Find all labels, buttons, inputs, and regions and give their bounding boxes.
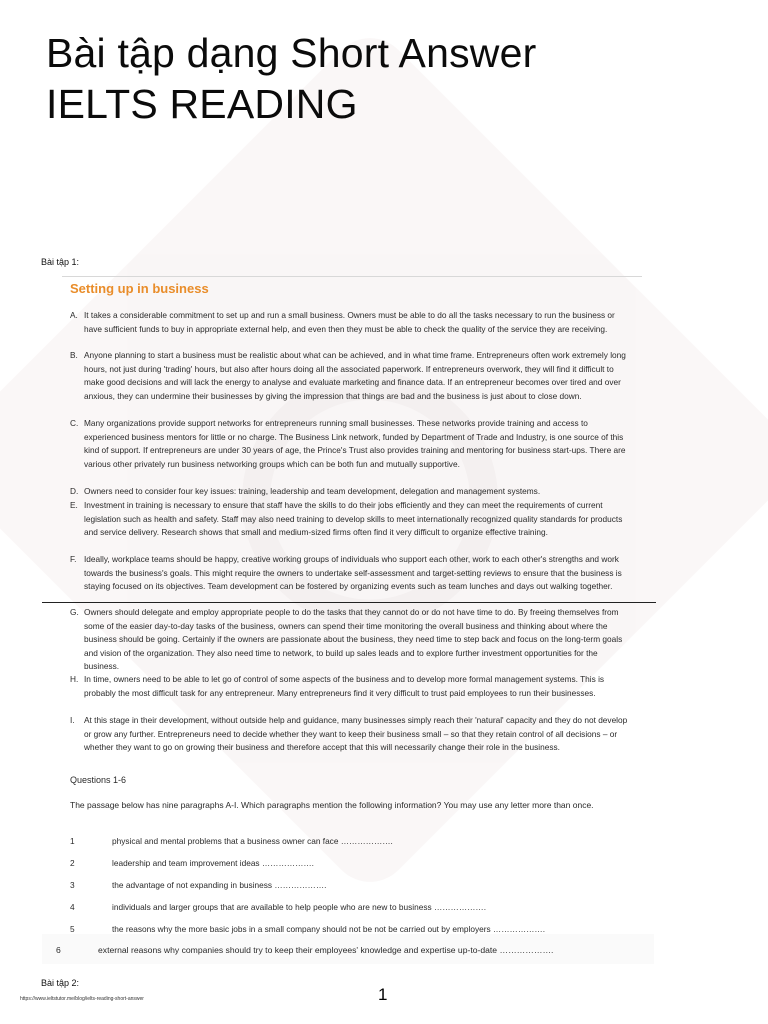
question-number: 4 (70, 902, 75, 912)
paragraph-text: Owners need to consider four key issues: training, leadership and team development, delegation and management systems. (84, 486, 541, 496)
question-text: external reasons why companies should try to keep their employees' knowledge and expertise up-to-date ………………. (98, 945, 554, 955)
paragraph-text: At this stage in their development, without outside help and guidance, many businesses simply reach their 'natural' capacity and they do not develop or grow any further. Entrepreneurs need to decide whether they want to keep their business small – so that they retain control of all decisions – or whether they want to go on growing their business and therefore accept that this will necessarily change their role in the business. (84, 715, 628, 752)
paragraph-d (70, 485, 632, 499)
question-text: leadership and team improvement ideas ………………. (112, 858, 314, 868)
passage-heading: Setting up in business (70, 281, 209, 296)
question-number: 1 (70, 836, 75, 846)
question-text: physical and mental problems that a business owner can face ………………. (112, 836, 393, 846)
paragraph-letter: D. (70, 486, 79, 496)
paragraph-text: In time, owners need to be able to let go of control of some aspects of the business and to develop more formal management systems. This is probably the most difficult task for any entrepreneur. Many entrepreneurs find it very difficult to trust paid employees to run their businesses. (84, 674, 605, 698)
question-item (42, 934, 654, 964)
questions-instruction: The passage below has nine paragraphs A-I. Which paragraphs mention the following information? You may use any letter more than once. (70, 800, 594, 810)
paragraph-letter: H. (70, 674, 79, 684)
page-title-line-2: IELTS READING (46, 81, 358, 127)
paragraph-i (70, 714, 632, 755)
paragraph-a (70, 309, 632, 336)
questions-title: Questions 1-6 (70, 775, 127, 785)
question-text: the advantage of not expanding in business ………………. (112, 880, 327, 890)
question-number: 2 (70, 858, 75, 868)
paragraph-c (70, 417, 632, 471)
question-text: the reasons why the more basic jobs in a small company should not be not be carried out by employers ………………. (112, 924, 546, 934)
scan-divider (42, 602, 656, 603)
footer-url: https://www.ieltstutor.me/blog/ielts-reading-short-answer (20, 996, 144, 1002)
paragraph-text: Investment in training is necessary to ensure that staff have the skills to do their jobs efficiently and they can meet the requirements of current legislation such as health and safety. Staff may also need training to develop skills to meet internationally recognized quality standards for products and service delivery. Research shows that small and medium-sized firms often find it very difficult to organize effective training. (84, 500, 623, 537)
question-text: individuals and larger groups that are available to help people who are new to business ………………. (112, 902, 487, 912)
paragraph-letter: B. (70, 350, 78, 360)
question-number: 6 (56, 945, 61, 955)
question-number: 3 (70, 880, 75, 890)
paragraph-letter: C. (70, 418, 79, 428)
paragraph-letter: I. (70, 715, 75, 725)
paragraph-letter: A. (70, 310, 78, 320)
exercise-1-label: Bài tập 1: (41, 257, 80, 267)
paragraph-letter: E. (70, 500, 78, 510)
paragraph-e (70, 499, 632, 540)
paragraph-letter: G. (70, 607, 79, 617)
paragraph-text: Ideally, workplace teams should be happy, creative working groups of individuals who support each other, work to each other's strengths and work towards the business's goals. This might require the owners to undertake self-assessment and target-setting reviews to ensure that the business is staying focused on its objectives. Team development can be fostered by organizing events such as team lunches and days out walking together. (84, 554, 622, 591)
paragraph-text: It takes a considerable commitment to set up and run a small business. Owners must be able to do all the tasks necessary to run the business or have sufficient funds to buy in appropriate external help, and even then they must be able to check the quality of the service they are receiving. (84, 310, 615, 334)
paragraph-text: Anyone planning to start a business must be realistic about what can be achieved, and in what time frame. Entrepreneurs often work extremely long hours, not just during 'trading' hours, but also after hours doing all the associated paperwork. If entrepreneurs overwork, they will find it difficult to make good decisions and will lack the energy to analyse and evaluate marketing and finance data. If an entrepreneur becomes over tired and over anxious, they can undermine their businesses by giving the impression that things are bad and the business is just about to close down. (84, 350, 626, 401)
passage-scan (62, 276, 642, 937)
paragraph-text: Owners should delegate and employ appropriate people to do the tasks that they cannot do or do not have time to do. By freeing themselves from some of the easier day-to-day tasks of the business, owners can spend their time monitoring the overall business and thinking about where the business should be going. Certainly if the owners are passionate about the business, they need time to step back and focus on the long-term goals and vision of the organization. They also need time to network, to build up sales leads and to explore further investment opportunities for the business. (84, 607, 623, 671)
page-number: 1 (378, 985, 388, 1004)
paragraph-f (70, 553, 632, 594)
exercise-2-label: Bài tập 2: (41, 978, 80, 988)
question-number: 5 (70, 924, 75, 934)
paragraph-b (70, 349, 632, 403)
paragraph-h (70, 673, 632, 700)
paragraph-text: Many organizations provide support networks for entrepreneurs running small businesses. These networks provide training and access to experienced business mentors for little or no charge. The Business Link network, funded by Department of Trade and Industry, is one source of this kind of support. If entrepreneurs are under 30 years of age, the Prince's Trust also provides training and mentoring for business start-ups. There are various other privately run business networking groups which can be both fun and mutually supportive. (84, 418, 626, 469)
page-title-line-1: Bài tập dạng Short Answer (46, 30, 537, 76)
paragraph-letter: F. (70, 554, 77, 564)
paragraph-g (70, 606, 632, 674)
